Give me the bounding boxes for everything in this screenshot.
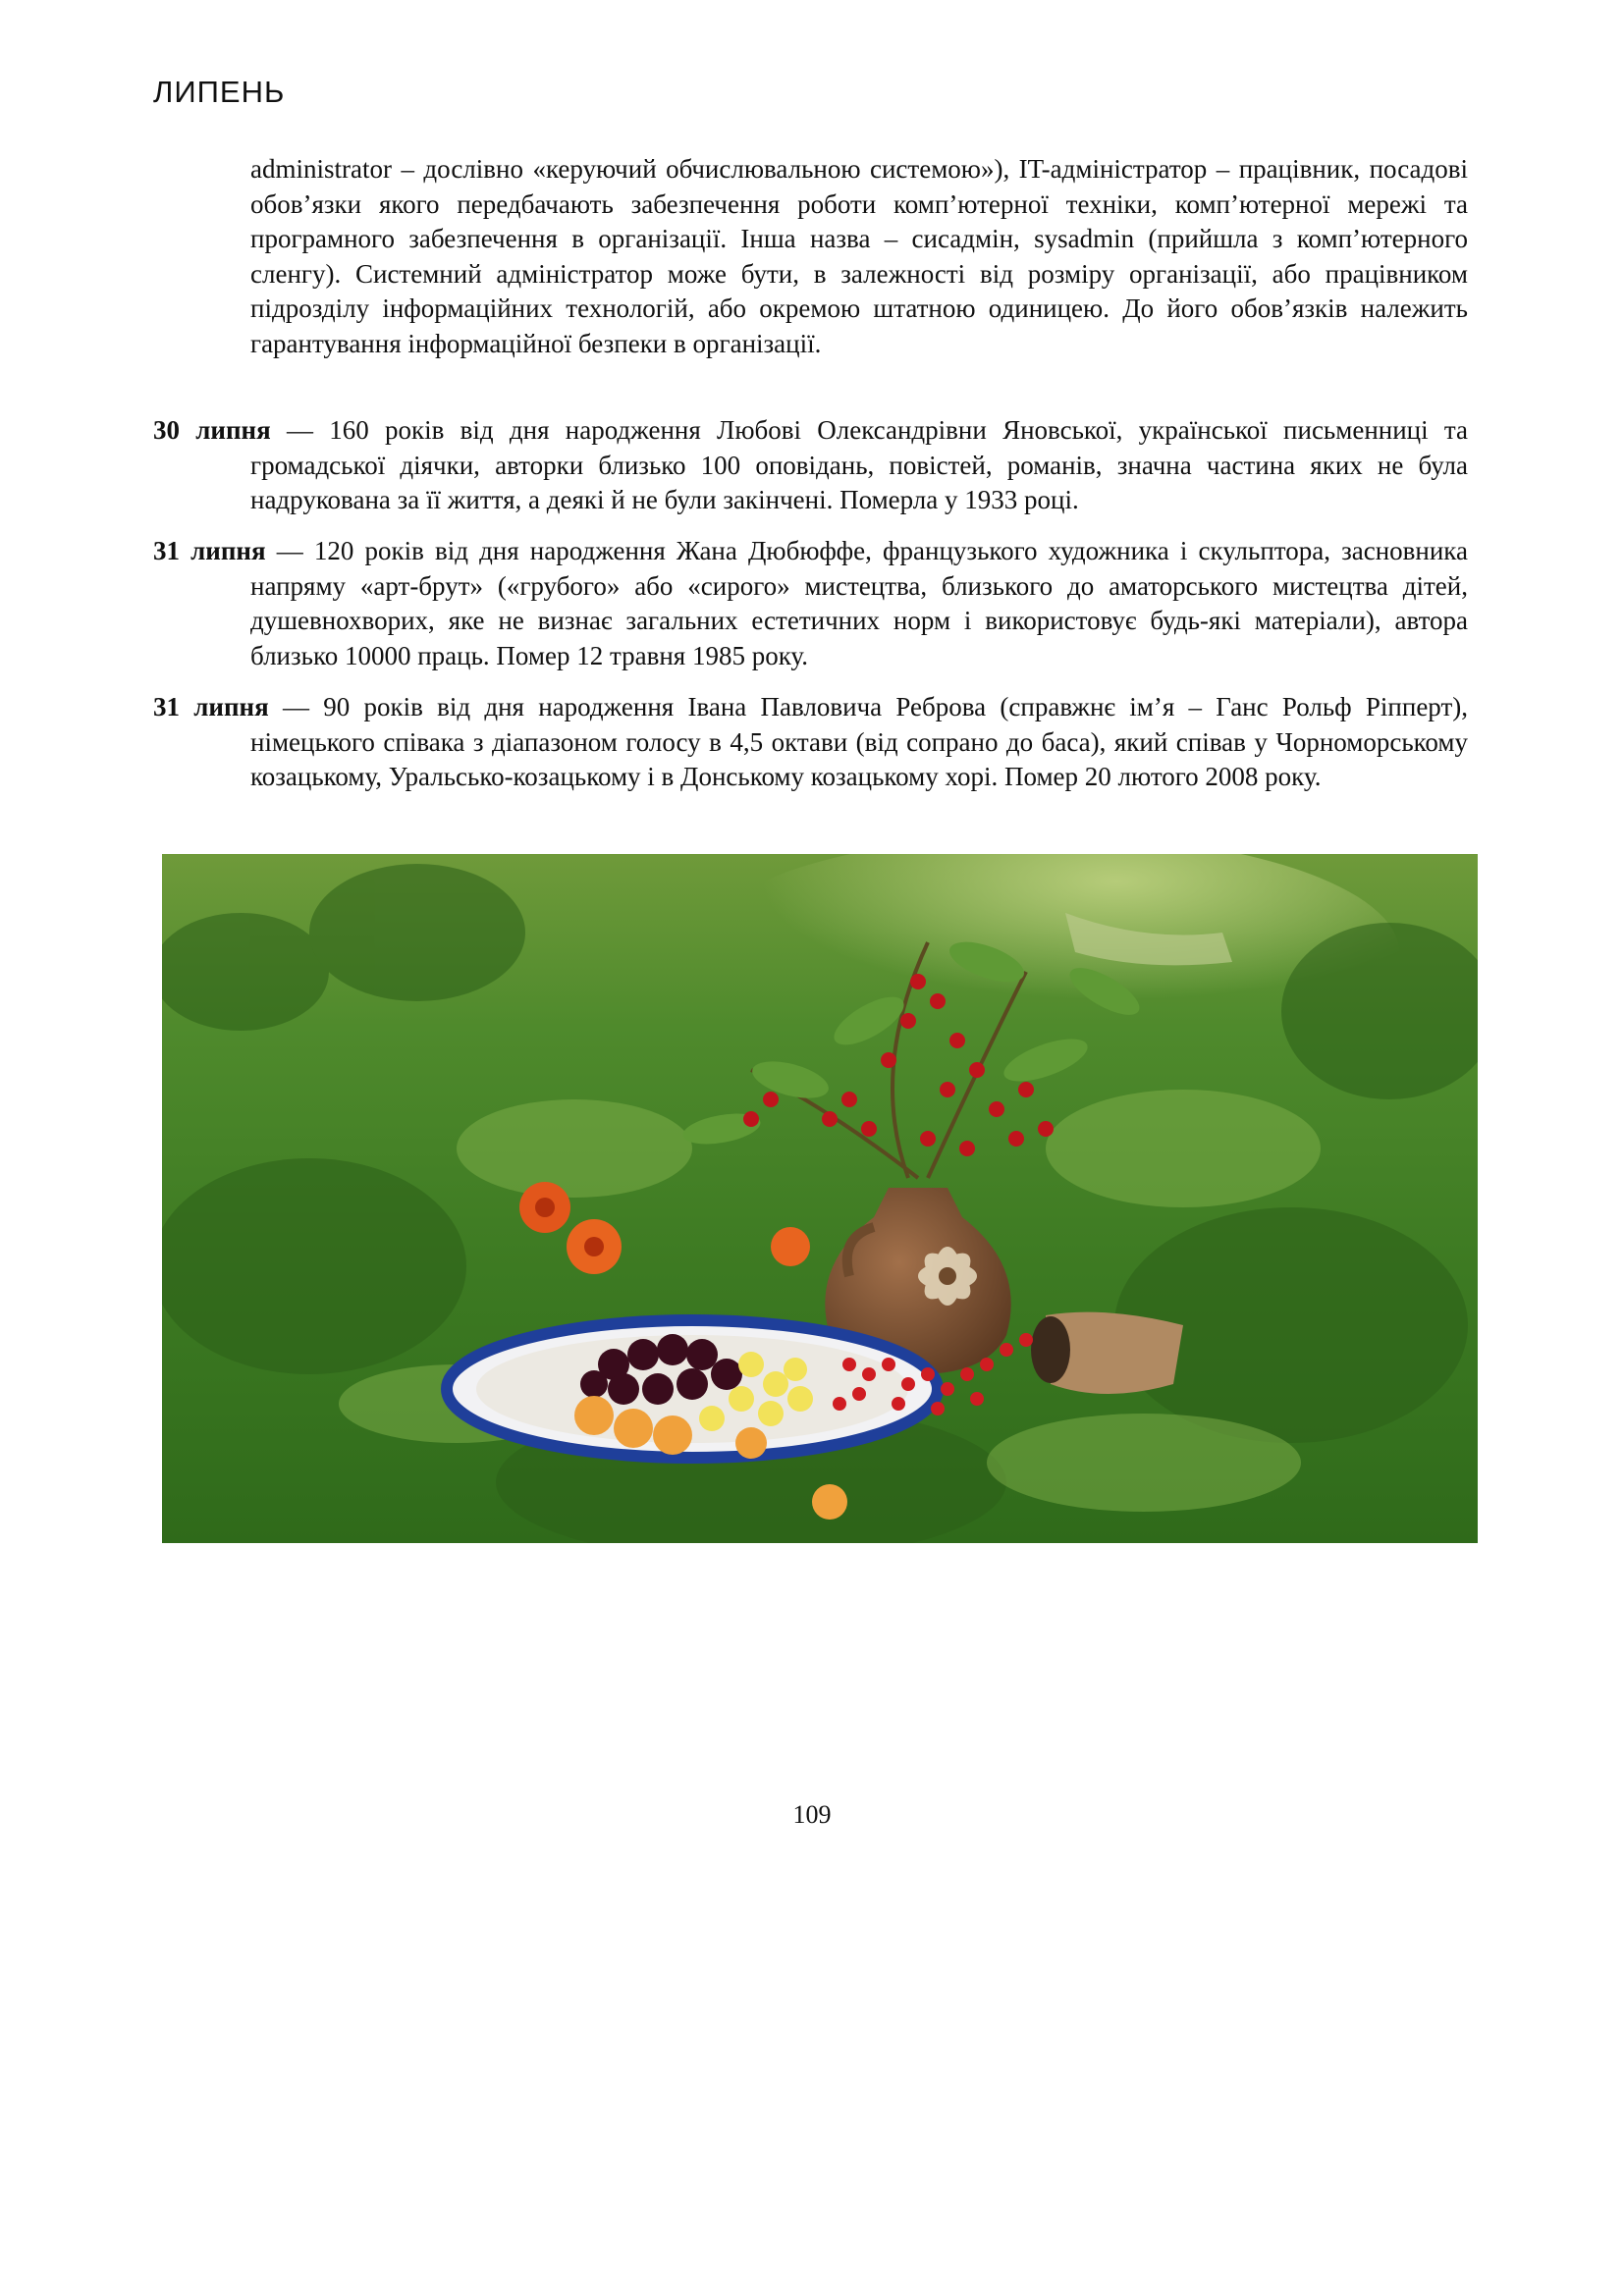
entry-3 — [153, 690, 1468, 795]
entry-text: — 90 років від дня народження Івана Павловича Реброва (справжнє ім’я – Ганс Рольф Ріпперт), німецького співака з діапазоном голосу в 4,5 октави (від сопрано до баса), який співав у Чорноморському козацькому, Уральсько-козацькому і в Донському козацькому хорі. Помер 20 лютого 2008 року. — [250, 692, 1468, 791]
entry-1 — [153, 413, 1468, 518]
entry-date: 31 липня — [153, 536, 266, 565]
entry-date: 30 липня — [153, 415, 271, 445]
entry-date: 31 липня — [153, 692, 269, 721]
page-number: 109 — [792, 1800, 832, 1829]
entry-2 — [153, 534, 1468, 673]
entry-text: — 120 років від дня народження Жана Дюбюффе, французького художника і скульптора, засновника напряму «арт-брут» («грубого» або «сирого» мистецтва, близького до аматорського мистецтва дітей, душевнохворих, яке не визнає загальних естетичних норм і використовує будь-які матеріали), автора близько 10000 праць. Помер 12 травня 1985 року. — [250, 536, 1468, 670]
still-life-photo — [162, 854, 1478, 1543]
running-header-month: ЛИПЕНЬ — [153, 75, 286, 109]
entry-text: — 160 років від дня народження Любові Олександрівни Яновської, української письменниці та громадської діячки, авторки близько 100 оповідань, повістей, романів, значна частина яких не була надрукована за її життя, а деякі й не були закінчені. Померла у 1933 році. — [250, 415, 1468, 514]
intro-paragraph: administrator – дослівно «керуючий обчислювальною системою»), IT-адміністратор – працівник, посадові обов’язки якого передбачають забезпечення роботи комп’ютерної техніки, комп’ютерної мережі та програмного забезпечення в організації. Інша назва – сисадмін, sysadmin (прийшла з комп’ютерного сленгу). Системний адміністратор може бути, в залежності від розміру організації, або працівником підрозділу інформаційних технологій, або окремою штатною одиницею. До його обов’язків належить гарантування інформаційної безпеки в організації. — [250, 154, 1468, 358]
